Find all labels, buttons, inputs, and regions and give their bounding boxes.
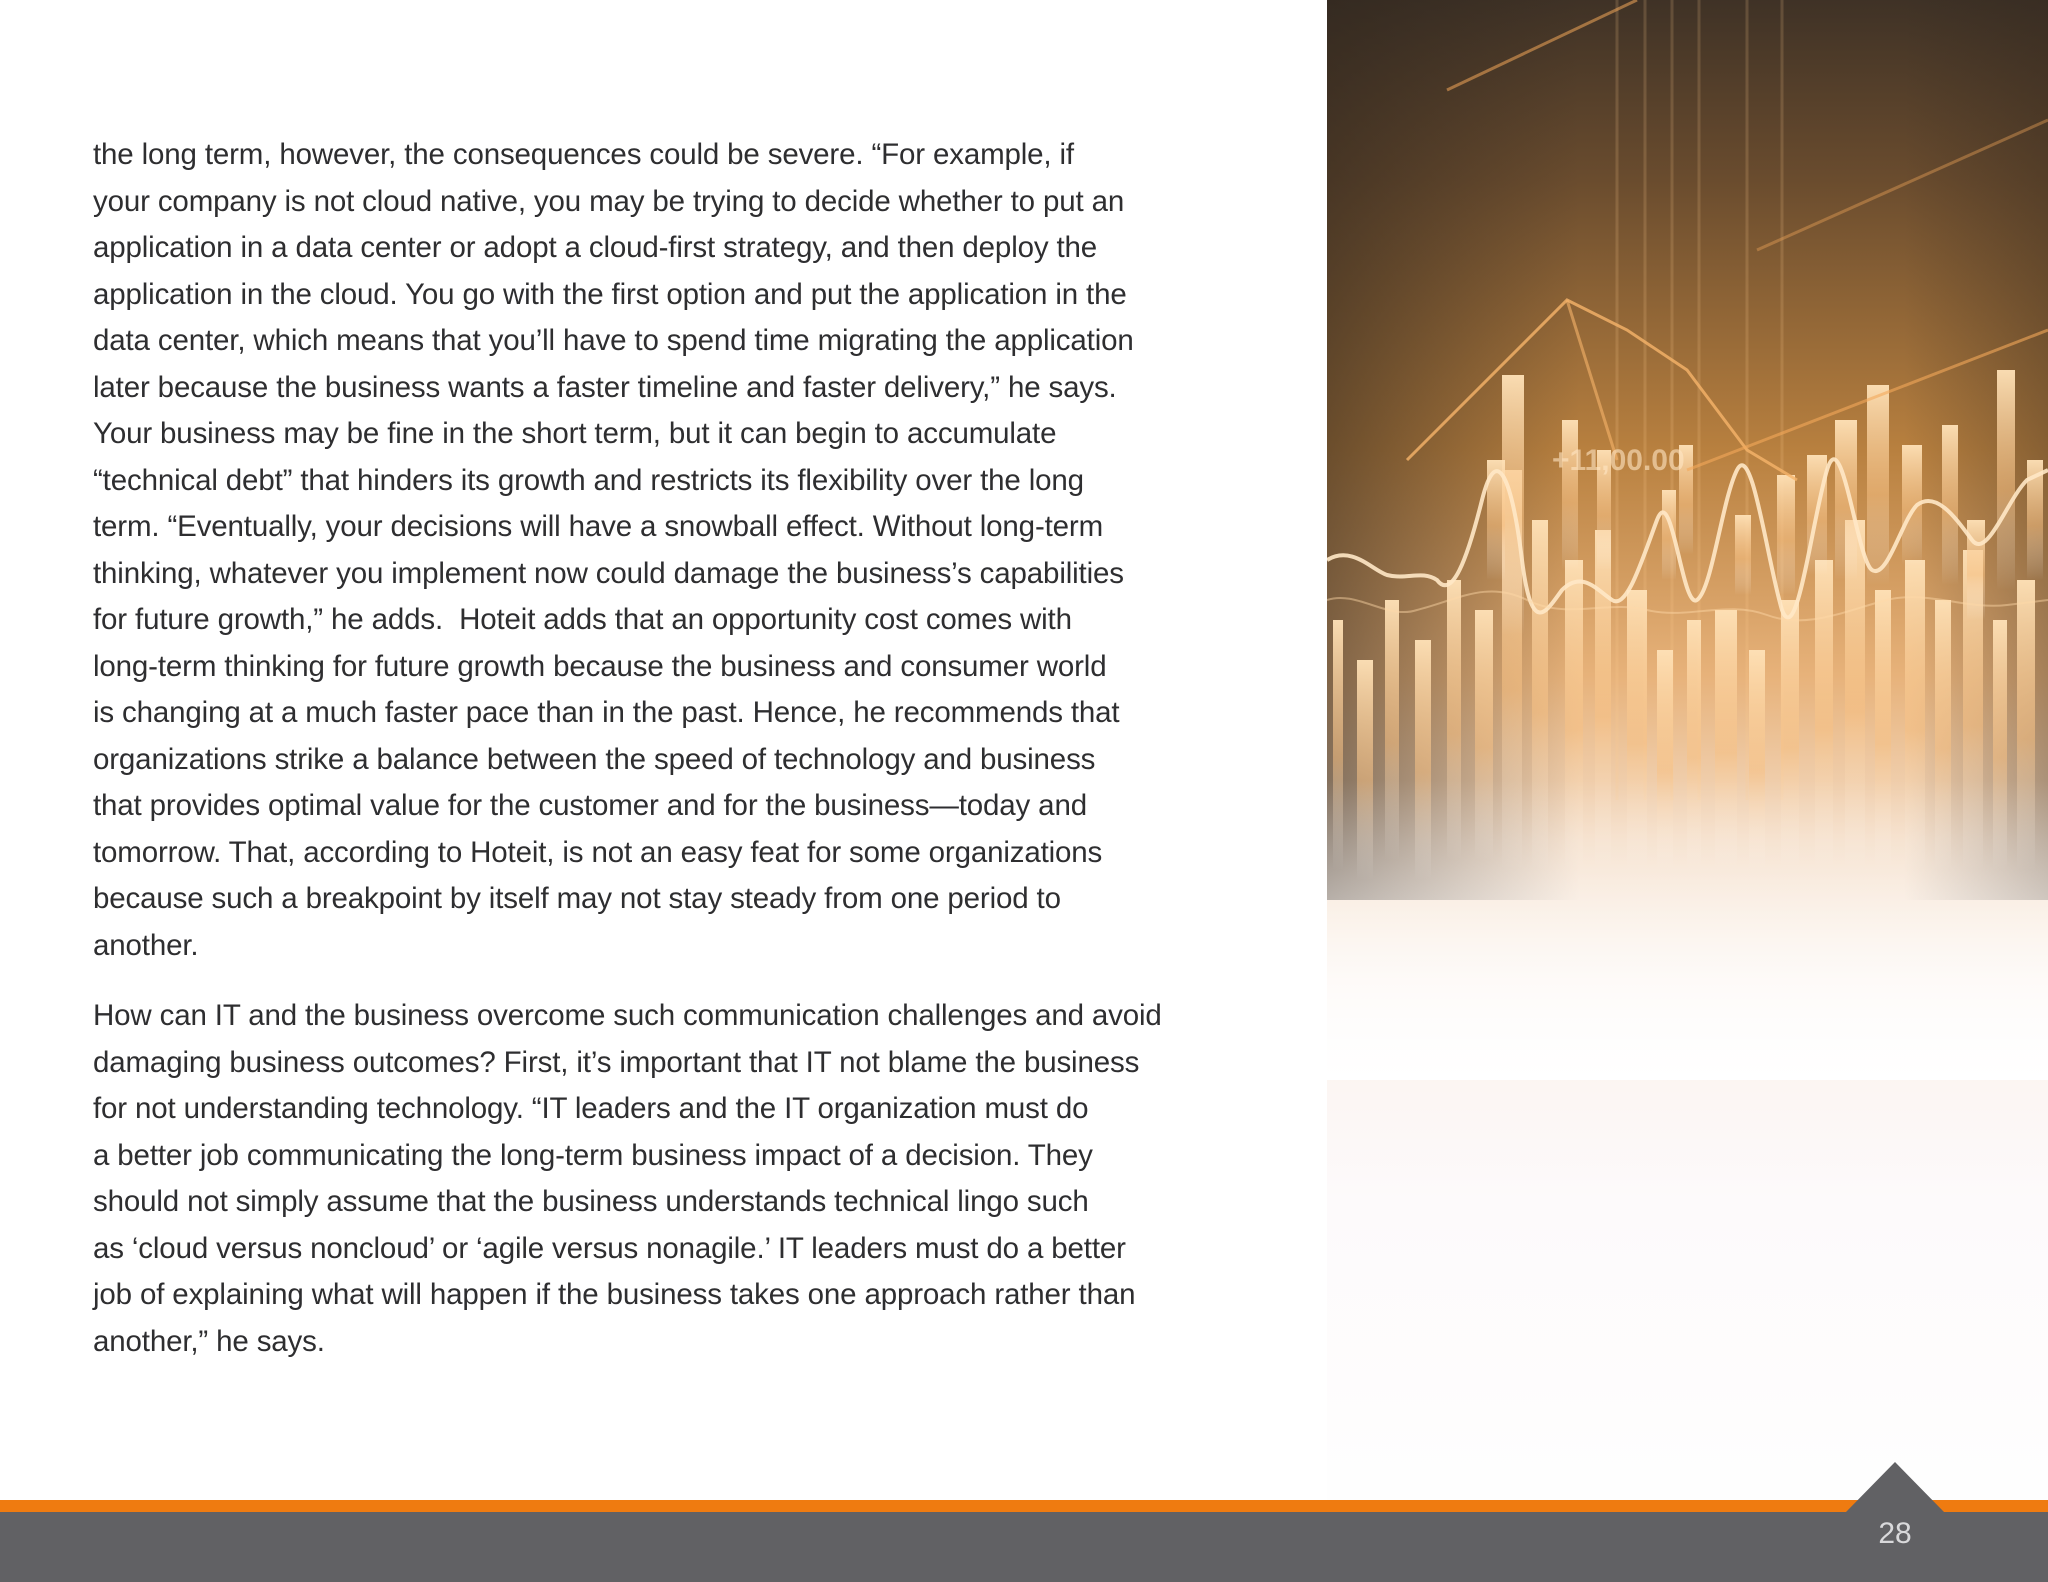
line: long-term thinking for future growth because the business and consumer world [93, 649, 1107, 683]
line: as ‘cloud versus noncloud’ or ‘agile versus nonagile.’ IT leaders must do a better [93, 1231, 1126, 1265]
line: term. “Eventually, your decisions will have a snowball effect. Without long-term [93, 510, 1104, 543]
line: job of explaining what will happen if the business takes one approach rather than [93, 1278, 1136, 1311]
line: another,” he says. [93, 1324, 325, 1358]
financial-chart-image [1327, 0, 2048, 1500]
line: How can IT and the business overcome such communication challenges and avoid [93, 999, 1162, 1032]
line: for future growth,” he adds. Hoteit adds that an opportunity cost comes with [93, 603, 1072, 636]
line: tomorrow. That, according to Hoteit, is not an easy feat for some organizations [93, 835, 1103, 869]
line: organizations strike a balance between the speed of technology and business [93, 742, 1096, 776]
line: data center, which means that you’ll have to spend time migrating the application [93, 324, 1134, 357]
line: the long term, however, the consequences could be severe. “For example, if [93, 138, 1074, 171]
line: is changing at a much faster pace than in the past. Hence, he recommends that [93, 696, 1120, 729]
line: Your business may be fine in the short term, but it can begin to accumulate [93, 417, 1057, 450]
line: because such a breakpoint by itself may not stay steady from one period to [93, 882, 1061, 915]
line: damaging business outcomes? First, it’s important that IT not blame the business [93, 1045, 1140, 1079]
page-number: 28 [1878, 1517, 1912, 1550]
line: application in the cloud. You go with the first option and put the application in the [93, 277, 1127, 311]
line: should not simply assume that the business understands technical lingo such [93, 1185, 1089, 1218]
line: a better job communicating the long-term business impact of a decision. They [93, 1138, 1093, 1172]
line: “technical debt” that hinders its growth and restricts its flexibility over the long [93, 463, 1084, 497]
line: another. [93, 928, 199, 962]
line: that provides optimal value for the customer and for the business—today and [93, 789, 1087, 822]
footer-triangle-tab [1846, 1462, 1944, 1512]
article-body [93, 132, 1243, 1389]
paragraph-1 [93, 132, 1243, 969]
paragraph-2 [93, 993, 1243, 1365]
footer-bar [0, 1512, 2048, 1582]
chart-overlay-label: +11,00.00 [1552, 444, 1685, 477]
line: application in a data center or adopt a cloud-first strategy, and then deploy the [93, 231, 1098, 264]
line: for not understanding technology. “IT leaders and the IT organization must do [93, 1092, 1089, 1125]
line: your company is not cloud native, you may be trying to decide whether to put an [93, 184, 1125, 218]
line: later because the business wants a faster timeline and faster delivery,” he says. [93, 370, 1117, 404]
line: thinking, whatever you implement now could damage the business’s capabilities [93, 556, 1124, 590]
